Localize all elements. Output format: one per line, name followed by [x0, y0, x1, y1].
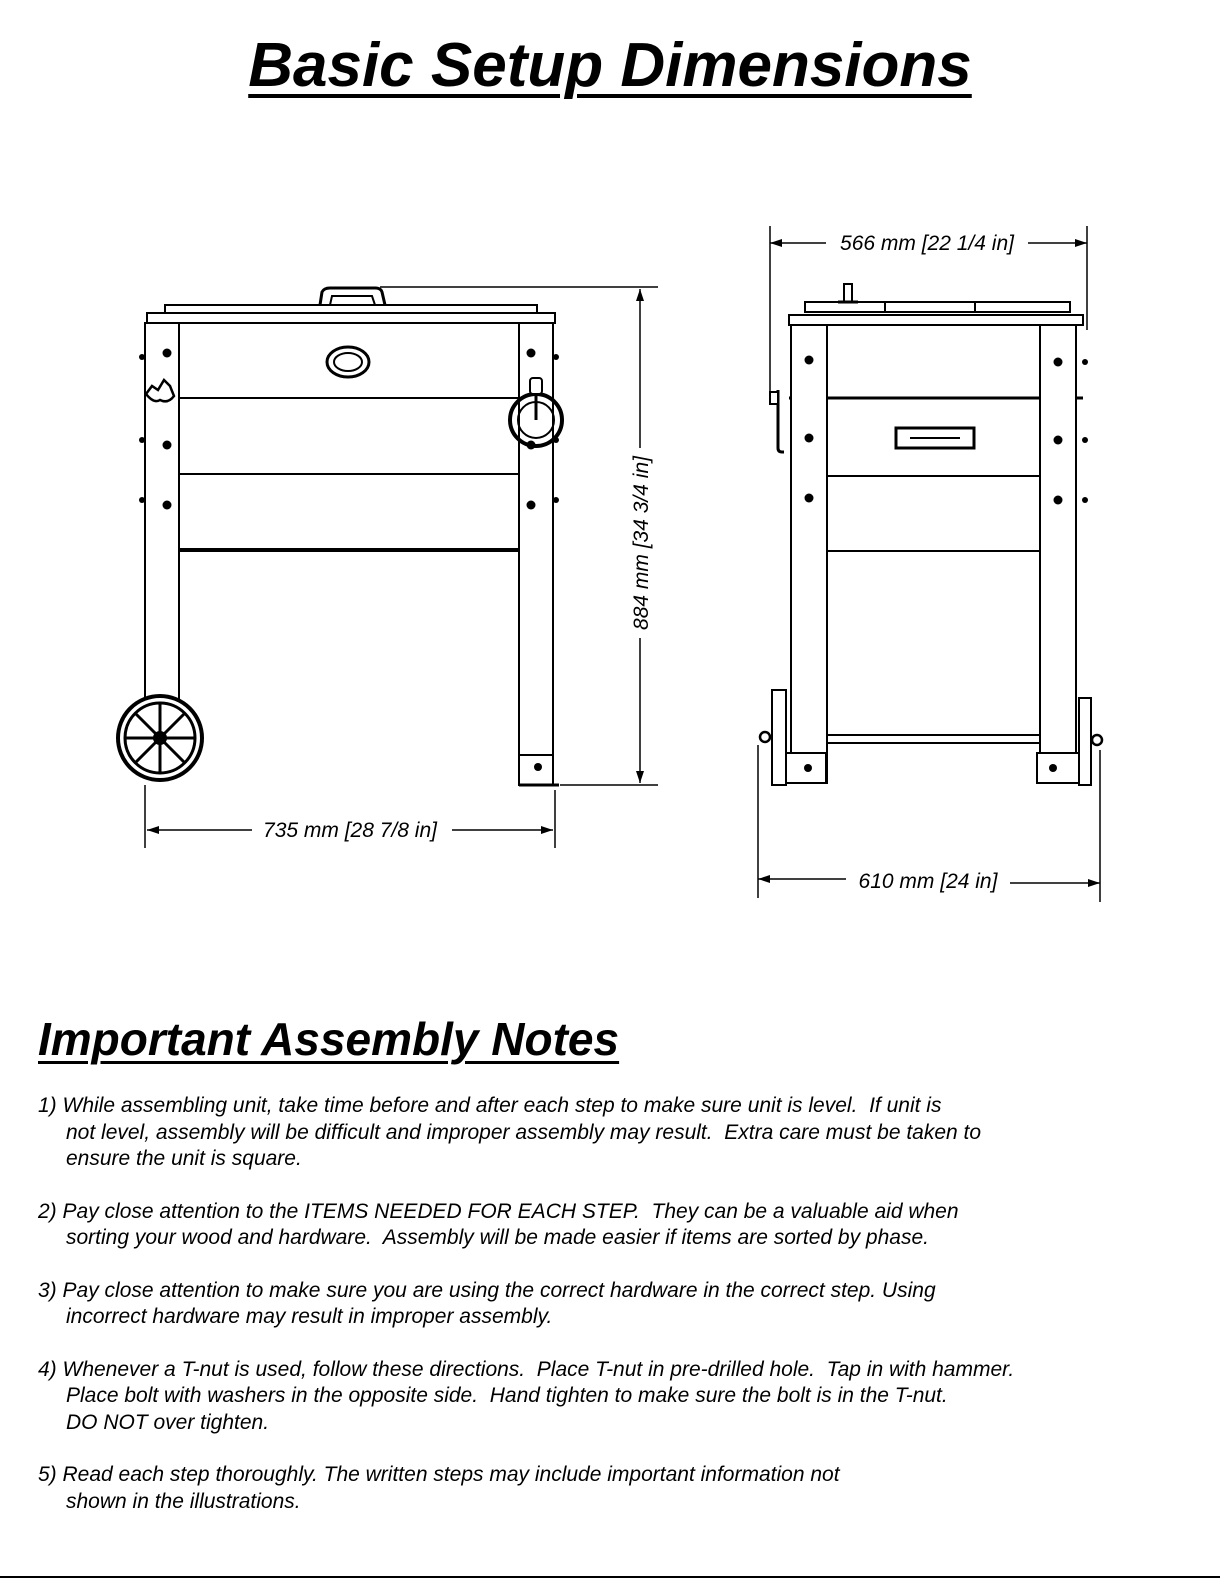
note-first-line: 3) Pay close attention to make sure you are using the correct hardware in the correct step. Using	[38, 1278, 936, 1302]
height-dimension	[630, 289, 653, 783]
assembly-notes-list	[38, 1093, 1208, 1541]
side-view-drawing	[758, 226, 1102, 902]
assembly-note	[38, 1357, 1208, 1437]
bottom-rule	[0, 1576, 1220, 1578]
assembly-note	[38, 1199, 1208, 1252]
note-first-line: 5) Read each step thoroughly. The written steps may include important information not	[38, 1463, 840, 1486]
front-width-dimension-label: 735 mm [28 7/8 in]	[263, 819, 437, 842]
bottom-depth-dimension-label: 610 mm [24 in]	[858, 870, 998, 893]
note-continuation-line: incorrect hardware may result in improper assembly.	[66, 1305, 553, 1328]
note-first-line: 2) Pay close attention to the ITEMS NEEDED FOR EACH STEP. They can be a valuable aid when	[38, 1199, 959, 1223]
note-continuation-line: shown in the illustrations.	[66, 1489, 301, 1513]
height-dimension-label: 884 mm [34 3/4 in]	[630, 456, 653, 630]
page-title: Basic Setup Dimensions	[248, 31, 972, 100]
note-continuation-line: Place bolt with washers in the opposite side. Hand tighten to make sure the bolt is in the T-nut.	[66, 1384, 948, 1407]
note-continuation-line: ensure the unit is square.	[66, 1147, 302, 1170]
assembly-note	[38, 1462, 1208, 1515]
assembly-note	[38, 1278, 1208, 1331]
note-first-line: 1) While assembling unit, take time before and after each step to make sure unit is level. If unit is	[38, 1094, 942, 1117]
notes-heading: Important Assembly Notes	[38, 1013, 620, 1065]
top-depth-dimension	[770, 232, 1087, 255]
note-continuation-line: not level, assembly will be difficult and improper assembly may result. Extra care must be taken to	[66, 1120, 982, 1144]
bottom-depth-dimension	[758, 870, 1100, 893]
note-first-line: 4) Whenever a T-nut is used, follow these directions. Place T-nut in pre-drilled hole. Tap in with hammer.	[38, 1357, 1015, 1381]
front-view-drawing	[118, 287, 658, 848]
assembly-note	[38, 1093, 1208, 1173]
note-continuation-line: sorting your wood and hardware. Assembly will be made easier if items are sorted by phase.	[66, 1226, 929, 1249]
front-width-dimension	[147, 819, 553, 842]
note-continuation-line: DO NOT over tighten.	[66, 1410, 270, 1434]
top-depth-dimension-label: 566 mm [22 1/4 in]	[840, 232, 1014, 255]
